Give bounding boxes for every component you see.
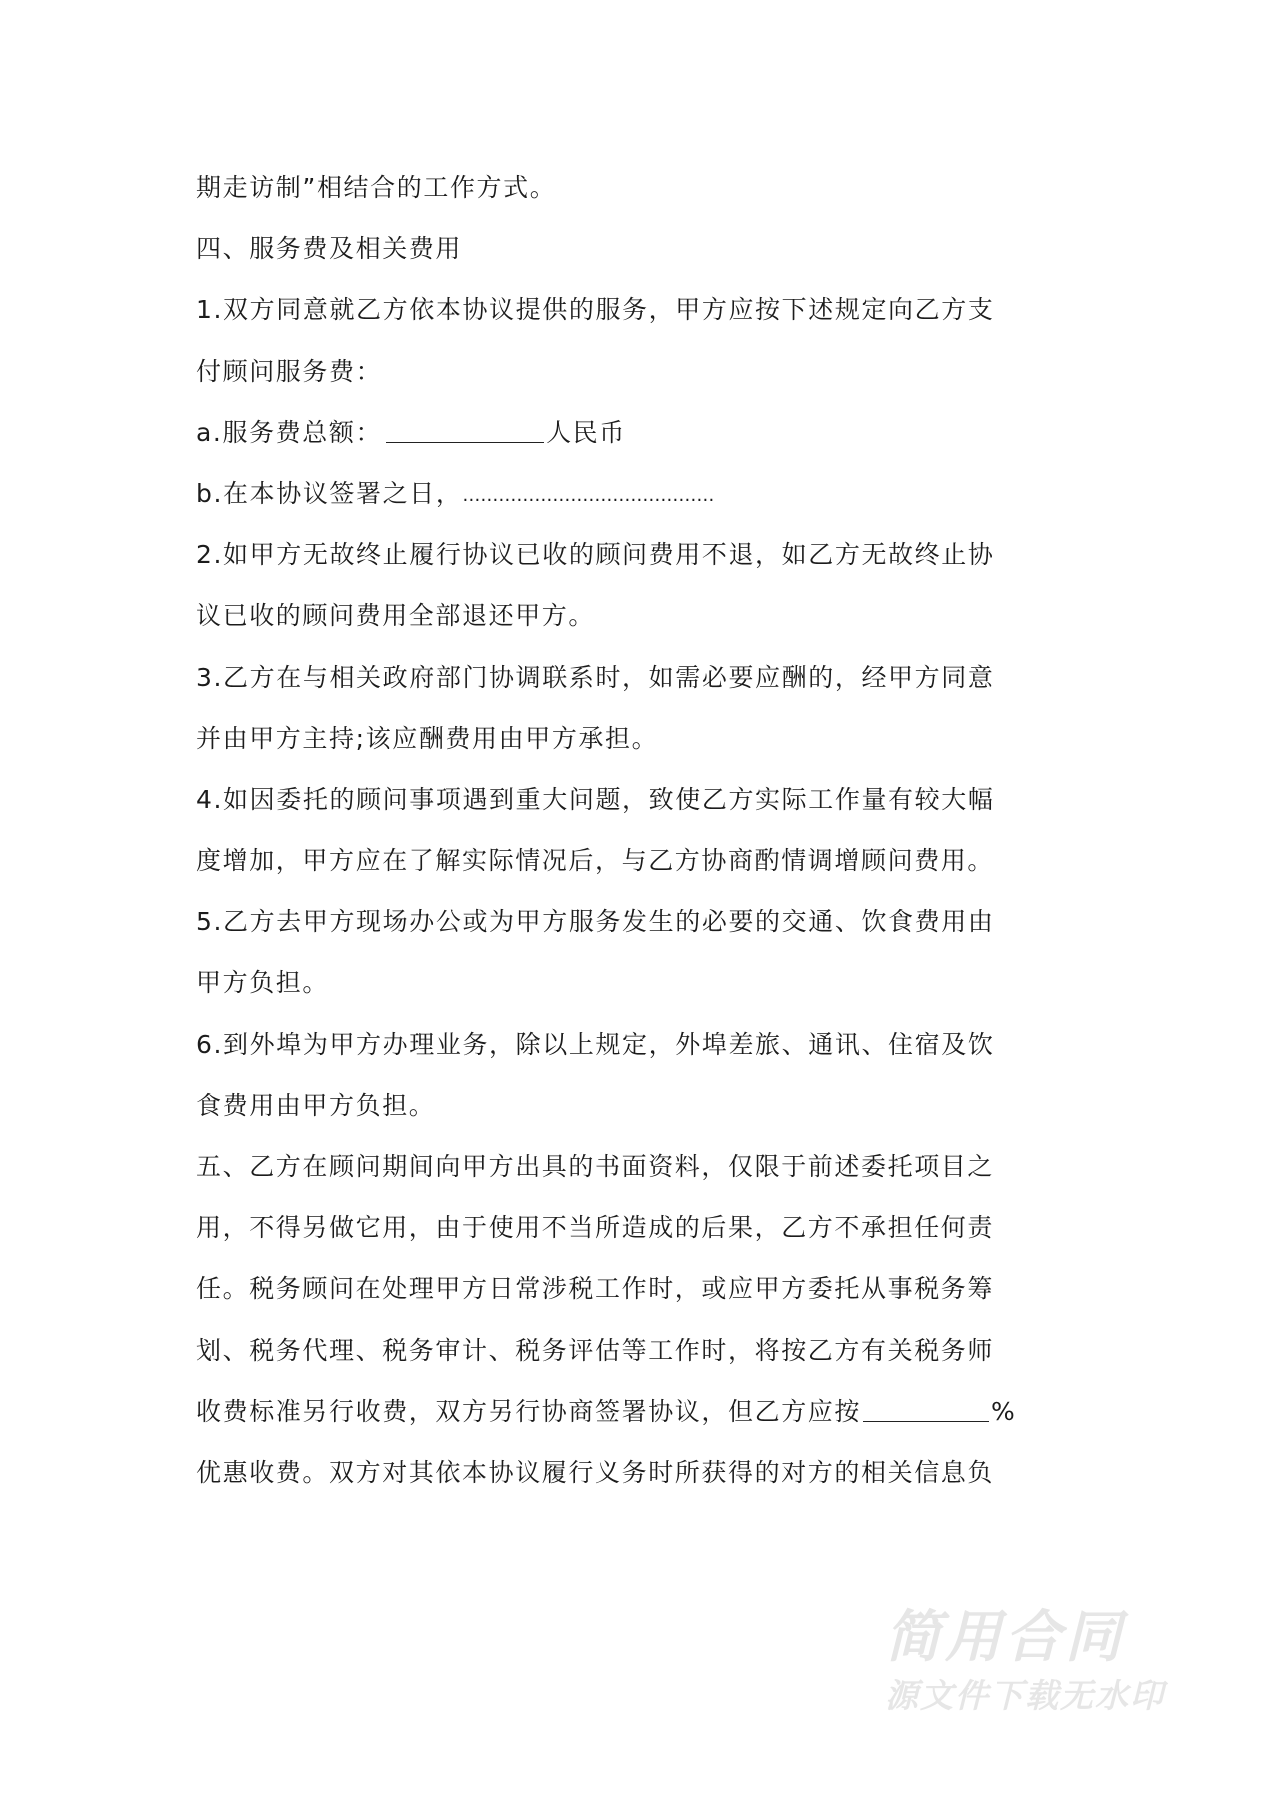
section-five-line: 五、乙方在顾问期间向甲方出具的书面资料，仅限于前述委托项目之 bbox=[196, 1152, 995, 1181]
paragraph-line: 划、税务代理、税务审计、税务评估等工作时，将按乙方有关税务师 bbox=[196, 1335, 995, 1365]
percent-sign: % bbox=[991, 1396, 1017, 1426]
fee-total-line bbox=[196, 402, 1096, 463]
paragraph-line: 期走访制”相结合的工作方式。 bbox=[196, 173, 557, 202]
paragraph-line: 议已收的顾问费用全部退还甲方。 bbox=[196, 601, 596, 631]
paragraph-line: 并由甲方主持;该应酬费用由甲方承担。 bbox=[196, 723, 659, 753]
paragraph-line: 4.如因委托的顾问事项遇到重大问题，致使乙方实际工作量有较大幅 bbox=[196, 784, 995, 814]
paragraph-line: 2.如甲方无故终止履行协议已收的顾问费用不退，如乙方无故终止协 bbox=[196, 540, 995, 570]
dotted-leader: …………………………………… bbox=[462, 484, 715, 506]
paragraph-line: 食费用由甲方负担。 bbox=[196, 1090, 436, 1120]
paragraph-line: 6.到外埠为甲方办理业务，除以上规定，外埠差旅、通讯、住宿及饮 bbox=[196, 1029, 995, 1059]
watermark-logo: 简用合同 bbox=[885, 1605, 1125, 1670]
paragraph-line: 度增加，甲方应在了解实际情况后，与乙方协商酌情调增顾问费用。 bbox=[196, 846, 995, 876]
paragraph-line: 甲方负担。 bbox=[196, 968, 330, 998]
fee-total-label: a.服务费总额： bbox=[196, 417, 383, 447]
section-heading-fees: 四、服务费及相关费用 bbox=[196, 234, 463, 264]
signing-date-line bbox=[196, 463, 1096, 524]
watermark-subtitle: 源文件下载无水印 bbox=[885, 1676, 1165, 1715]
fee-total-blank[interactable] bbox=[386, 420, 544, 443]
paragraph-line: 付顾问服务费： bbox=[196, 356, 383, 386]
discount-rate-blank[interactable] bbox=[863, 1399, 989, 1422]
paragraph-line: 任。税务顾问在处理甲方日常涉税工作时，或应甲方委托从事税务筹 bbox=[196, 1274, 995, 1304]
paragraph-line: 3.乙方在与相关政府部门协调联系时，如需必要应酬的，经甲方同意 bbox=[196, 662, 995, 692]
paragraph-line: 5.乙方去甲方现场办公或为甲方服务发生的必要的交通、饮食费用由 bbox=[196, 907, 995, 937]
signing-date-label: b.在本协议签署之日， bbox=[196, 478, 463, 508]
discount-rate-line bbox=[196, 1381, 1096, 1442]
paragraph-line: 用，不得另做它用，由于使用不当所造成的后果，乙方不承担任何责 bbox=[196, 1213, 995, 1243]
paragraph-line: 优惠收费。双方对其依本协议履行义务时所获得的对方的相关信息负 bbox=[196, 1457, 995, 1487]
currency-label: 人民币 bbox=[546, 417, 626, 447]
discount-rate-label: 收费标准另行收费，双方另行协商签署协议，但乙方应按 bbox=[196, 1396, 862, 1426]
paragraph-line: 1.双方同意就乙方依本协议提供的服务，甲方应按下述规定向乙方支 bbox=[196, 295, 995, 325]
document-body bbox=[196, 157, 1096, 1503]
